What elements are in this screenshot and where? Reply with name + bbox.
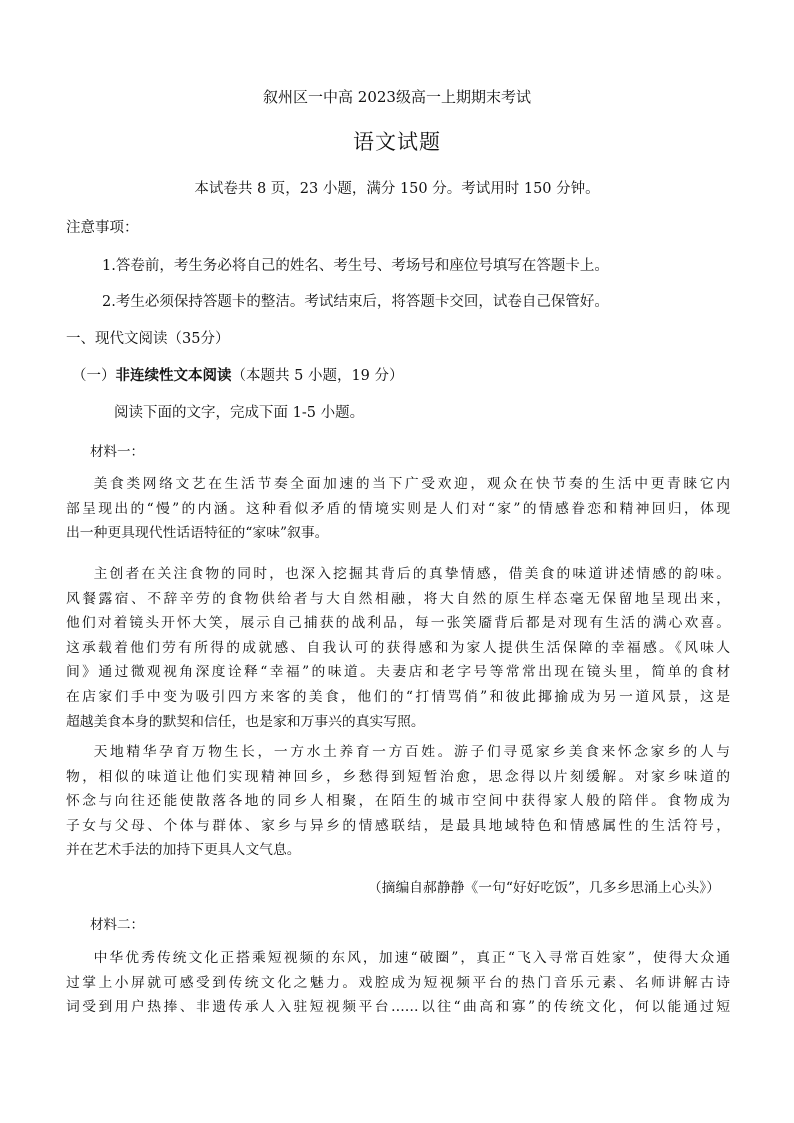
text-line: 并在艺术手法的加持下更具人文气息。 [66,842,301,859]
notice-heading: 注意事项： [66,220,139,236]
paragraph [66,562,730,734]
paragraph [66,740,730,863]
material-label: 材料二： [90,917,144,933]
text-line: 他们对着镜头开怀大笑，展示自己捕获的战利品，每一张笑靥背后都是对现有生活的满心欢喜。 [66,615,730,632]
text-line: 出一种更具现代性话语特征的“家味”叙事。 [66,525,329,542]
text-line: 子女与父母、个体与群体、家乡与异乡的情感联结，是最具地域特色和情感属性的生活符号， [66,817,730,834]
text-line: 物，相似的味道让他们实现精神回乡，乡愁得到短暂治愈，思念得以片刻缓解。对家乡味道的 [66,768,730,785]
text-line: 美食类网络文艺在生活节奏全面加速的当下广受欢迎，观众在快节奏的生活中更青睐它内 [93,476,730,492]
page-title: 语文试题 [353,130,441,154]
section-title: 一、现代文阅读（35分） [66,331,230,347]
text-line: 主创者在关注食物的同时，也深入挖掘其背后的真挚情感，借美食的味道讲述情感的韵味。 [93,566,730,582]
paragraph [66,946,730,1020]
subsection-suffix: （本题共 5 小题，19 分） [231,368,404,384]
source-citation: （摘编自郝静静《一句“好好吃饭”，几多乡思涌上心头》） [367,880,720,896]
notice-item: 1.答卷前，考生务必将自己的姓名、考生号、考场号和座位号填写在答题卡上。 [102,258,609,274]
text-line: 部呈现出的“慢”的内涵。这种看似矛盾的情境实则是人们对“家”的情感眷恋和精神回归，体现 [66,500,730,517]
text-line: 词受到用户热捧、非遗传承人入驻短视频平台……以往“曲高和寡”的传统文化，何以能通过短 [66,999,730,1016]
text-line: 天地精华孕育万物生长，一方水土养育一方百姓。游子们寻觅家乡美食来怀念家乡的人与 [93,744,730,760]
reading-instruction: 阅读下面的文字，完成下面 1-5 小题。 [114,405,365,421]
notice-item: 2.考生必须保持答题卡的整洁。考试结束后，将答题卡交回，试卷自己保管好。 [102,294,609,310]
text-line: 怀念与向往还能使散落各地的同乡人相聚，在陌生的城市空间中获得家人般的陪伴。食物成为 [66,793,730,810]
material-label: 材料一： [90,444,144,460]
text-line: 超越美食本身的默契和信任，也是家和万事兴的真实写照。 [66,713,425,730]
subsection-bold: 非连续性文本阅读 [115,368,232,384]
text-line: 风餐露宿、不辞辛劳的食物供给者与大自然相融，将大自然的原生样态毫无保留地呈现出来， [66,590,730,607]
subsection-prefix: （一） [72,368,116,384]
exam-title: 叙州区一中高 2023级高一上期期末考试 [263,88,531,106]
text-line: 中华优秀传统文化正搭乘短视频的东风，加速“破圈”，真正“飞入寻常百姓家”，使得大众通 [93,950,730,966]
exam-intro: 本试卷共 8 页，23 小题，满分 150 分。考试用时 150 分钟。 [194,181,600,197]
text-line: 过掌上小屏就可感受到传统文化之魅力。戏腔成为短视频平台的热门音乐元素、名师讲解古诗 [66,974,730,991]
text-line: 这承载着他们劳有所得的成就感、自我认可的获得感和为家人提供生活保障的幸福感。《风味人 [66,639,730,656]
text-line: 间》通过微观视角深度诠释“幸福”的味道。夫妻店和老字号等常常出现在镜头里，简单的食材 [66,664,730,681]
subsection-title [72,364,404,385]
paragraph [66,472,730,546]
text-line: 在店家们手中变为吸引四方来客的美食，他们的“打情骂俏”和彼此揶揄成为另一道风景，这是 [66,688,730,705]
